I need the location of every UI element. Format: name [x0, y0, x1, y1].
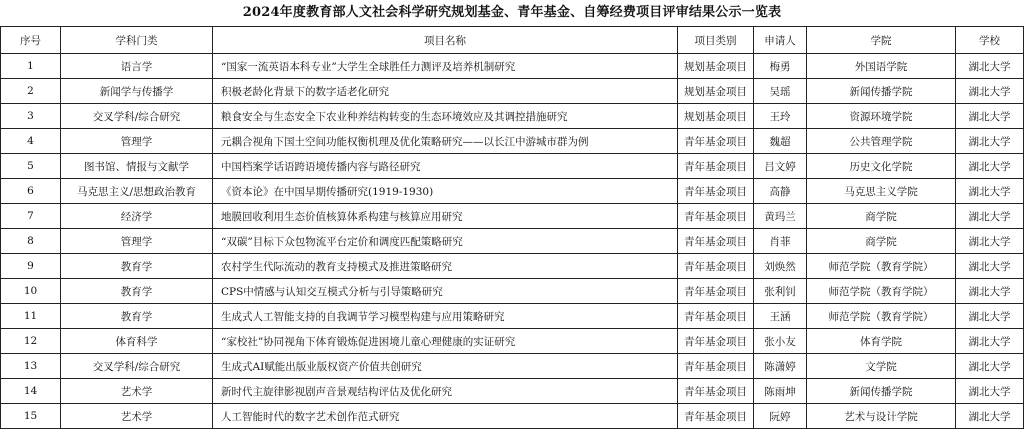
cell-college: 资源环境学院	[807, 104, 956, 129]
table-row	[1, 329, 1024, 354]
table-row	[1, 404, 1024, 429]
cell-project: CPS中情感与认知交互模式分析与引导策略研究	[213, 279, 678, 304]
cell-university: 湖北大学	[956, 179, 1024, 204]
cell-university: 湖北大学	[956, 279, 1024, 304]
cell-college: 公共管理学院	[807, 129, 956, 154]
cell-no: 4	[1, 129, 61, 154]
cell-applicant: 王玲	[754, 104, 807, 129]
cell-subject: 管理学	[61, 129, 213, 154]
header-university: 学校	[956, 27, 1024, 54]
cell-college: 文学院	[807, 354, 956, 379]
cell-applicant: 黄玛兰	[754, 204, 807, 229]
header-project: 项目名称	[213, 27, 678, 54]
cell-subject: 艺术学	[61, 404, 213, 429]
cell-university: 湖北大学	[956, 204, 1024, 229]
cell-type: 规划基金项目	[678, 79, 754, 104]
table-row	[1, 104, 1024, 129]
cell-no: 1	[1, 54, 61, 79]
table-row	[1, 379, 1024, 404]
cell-type: 青年基金项目	[678, 304, 754, 329]
header-no: 序号	[1, 27, 61, 54]
cell-applicant: 王涵	[754, 304, 807, 329]
cell-project: 生成式AI赋能出版业版权资产价值共创研究	[213, 354, 678, 379]
cell-subject: 马克思主义/思想政治教育	[61, 179, 213, 204]
cell-type: 青年基金项目	[678, 404, 754, 429]
results-table	[0, 26, 1024, 429]
cell-applicant: 梅勇	[754, 54, 807, 79]
cell-college: 商学院	[807, 204, 956, 229]
cell-university: 湖北大学	[956, 379, 1024, 404]
header-college: 学院	[807, 27, 956, 54]
cell-university: 湖北大学	[956, 329, 1024, 354]
cell-subject: 交叉学科/综合研究	[61, 104, 213, 129]
cell-university: 湖北大学	[956, 54, 1024, 79]
cell-no: 6	[1, 179, 61, 204]
table-row	[1, 354, 1024, 379]
cell-no: 7	[1, 204, 61, 229]
cell-applicant: 魏超	[754, 129, 807, 154]
table-row	[1, 204, 1024, 229]
page-title: 2024年度教育部人文社会科学研究规划基金、青年基金、自筹经费项目评审结果公示一览表	[242, 5, 782, 20]
table-row	[1, 254, 1024, 279]
cell-college: 师范学院（教育学院）	[807, 279, 956, 304]
cell-applicant: 张利钊	[754, 279, 807, 304]
cell-applicant: 肖菲	[754, 229, 807, 254]
cell-college: 艺术与设计学院	[807, 404, 956, 429]
cell-no: 2	[1, 79, 61, 104]
table-row	[1, 79, 1024, 104]
cell-project: 生成式人工智能支持的自我调节学习模型构建与应用策略研究	[213, 304, 678, 329]
cell-university: 湖北大学	[956, 229, 1024, 254]
cell-project: 地膜回收利用生态价值核算体系构建与核算应用研究	[213, 204, 678, 229]
cell-subject: 图书馆、情报与文献学	[61, 154, 213, 179]
cell-type: 规划基金项目	[678, 104, 754, 129]
cell-college: 师范学院（教育学院）	[807, 304, 956, 329]
cell-college: 马克思主义学院	[807, 179, 956, 204]
header-type: 项目类别	[678, 27, 754, 54]
cell-college: 体育学院	[807, 329, 956, 354]
cell-type: 青年基金项目	[678, 329, 754, 354]
cell-project: “双碳”目标下众包物流平台定价和调度匹配策略研究	[213, 229, 678, 254]
cell-college: 师范学院（教育学院）	[807, 254, 956, 279]
cell-subject: 艺术学	[61, 379, 213, 404]
cell-no: 8	[1, 229, 61, 254]
cell-subject: 管理学	[61, 229, 213, 254]
cell-type: 青年基金项目	[678, 154, 754, 179]
table-row	[1, 229, 1024, 254]
cell-project: 积极老龄化背景下的数字适老化研究	[213, 79, 678, 104]
cell-applicant: 吴瑶	[754, 79, 807, 104]
table-body	[1, 54, 1024, 429]
cell-project: 人工智能时代的数字艺术创作范式研究	[213, 404, 678, 429]
cell-type: 青年基金项目	[678, 204, 754, 229]
table-row	[1, 279, 1024, 304]
cell-subject: 交叉学科/综合研究	[61, 354, 213, 379]
cell-no: 10	[1, 279, 61, 304]
cell-type: 青年基金项目	[678, 129, 754, 154]
cell-applicant: 吕文婷	[754, 154, 807, 179]
cell-university: 湖北大学	[956, 354, 1024, 379]
cell-project: 元耦合视角下国土空间功能权衡机理及优化策略研究——以长江中游城市群为例	[213, 129, 678, 154]
table-row	[1, 154, 1024, 179]
cell-type: 青年基金项目	[678, 354, 754, 379]
cell-subject: 教育学	[61, 254, 213, 279]
cell-type: 青年基金项目	[678, 179, 754, 204]
cell-project: 《资本论》在中国早期传播研究(1919-1930)	[213, 179, 678, 204]
cell-college: 新闻传播学院	[807, 79, 956, 104]
table-row	[1, 304, 1024, 329]
cell-university: 湖北大学	[956, 404, 1024, 429]
cell-type: 青年基金项目	[678, 379, 754, 404]
cell-no: 3	[1, 104, 61, 129]
cell-university: 湖北大学	[956, 254, 1024, 279]
cell-project: “家校社”协同视角下体育锻炼促进困境儿童心理健康的实证研究	[213, 329, 678, 354]
header-applicant: 申请人	[754, 27, 807, 54]
cell-subject: 语言学	[61, 54, 213, 79]
cell-college: 外国语学院	[807, 54, 956, 79]
cell-project: “国家一流英语本科专业”大学生全球胜任力测评及培养机制研究	[213, 54, 678, 79]
cell-applicant: 陈雨坤	[754, 379, 807, 404]
cell-university: 湖北大学	[956, 129, 1024, 154]
table-row	[1, 129, 1024, 154]
cell-university: 湖北大学	[956, 154, 1024, 179]
cell-no: 11	[1, 304, 61, 329]
cell-type: 青年基金项目	[678, 229, 754, 254]
cell-college: 商学院	[807, 229, 956, 254]
cell-subject: 体育科学	[61, 329, 213, 354]
cell-university: 湖北大学	[956, 104, 1024, 129]
cell-project: 粮食安全与生态安全下农业种养结构转变的生态环境效应及其调控措施研究	[213, 104, 678, 129]
cell-type: 青年基金项目	[678, 254, 754, 279]
cell-no: 13	[1, 354, 61, 379]
cell-no: 12	[1, 329, 61, 354]
cell-applicant: 高静	[754, 179, 807, 204]
cell-college: 新闻传播学院	[807, 379, 956, 404]
cell-subject: 经济学	[61, 204, 213, 229]
cell-type: 青年基金项目	[678, 279, 754, 304]
table-row	[1, 179, 1024, 204]
cell-no: 14	[1, 379, 61, 404]
header-subject: 学科门类	[61, 27, 213, 54]
cell-type: 规划基金项目	[678, 54, 754, 79]
cell-subject: 新闻学与传播学	[61, 79, 213, 104]
cell-no: 15	[1, 404, 61, 429]
cell-no: 9	[1, 254, 61, 279]
cell-applicant: 张小友	[754, 329, 807, 354]
cell-applicant: 阮婷	[754, 404, 807, 429]
table-row	[1, 54, 1024, 79]
cell-project: 新时代主旋律影视剧声音景观结构评估及优化研究	[213, 379, 678, 404]
cell-university: 湖北大学	[956, 79, 1024, 104]
cell-applicant: 陈潇婷	[754, 354, 807, 379]
cell-project: 中国档案学话语跨语境传播内容与路径研究	[213, 154, 678, 179]
table-header	[1, 27, 1024, 54]
cell-university: 湖北大学	[956, 304, 1024, 329]
cell-college: 历史文化学院	[807, 154, 956, 179]
cell-applicant: 刘焕然	[754, 254, 807, 279]
header-row	[1, 27, 1024, 54]
cell-no: 5	[1, 154, 61, 179]
cell-subject: 教育学	[61, 304, 213, 329]
cell-project: 农村学生代际流动的教育支持模式及推进策略研究	[213, 254, 678, 279]
cell-subject: 教育学	[61, 279, 213, 304]
